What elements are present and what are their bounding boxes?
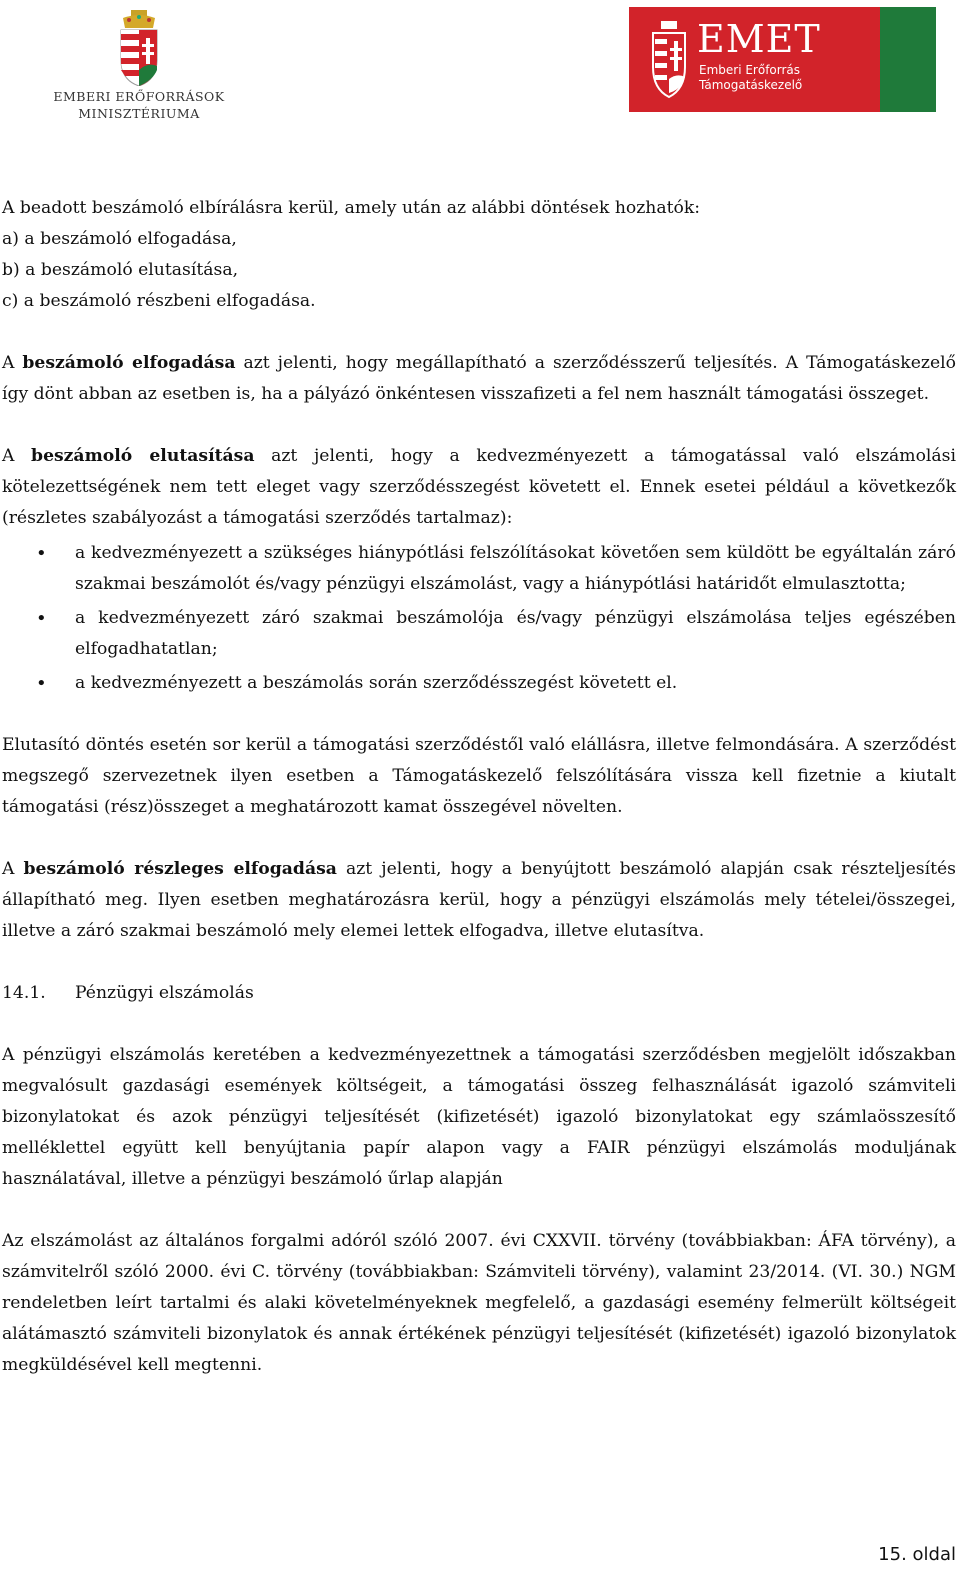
- coat-of-arms-icon: [117, 10, 161, 86]
- accept-text: azt jelenti, hogy megállapítható a szerződésszerű teljesítés. A Támogatáskezelő így dönt abban az esetben is, ha a pályázó önkéntesen visszafizeti a fel nem használt támogatási összeget.: [2, 353, 956, 404]
- partial-pre: A: [2, 859, 24, 879]
- emet-logo: [629, 7, 936, 112]
- section-heading: [2, 978, 956, 1009]
- intro-option-c: c) a beszámoló részbeni elfogadása.: [2, 291, 316, 311]
- emet-subtitle-line2: Támogatáskezelő: [699, 78, 803, 92]
- section-number: 14.1.: [2, 983, 46, 1003]
- intro-option-a: a) a beszámoló elfogadása,: [2, 229, 237, 249]
- page-header: [0, 0, 960, 140]
- document-body: [2, 193, 956, 1412]
- reject-cases-list: [2, 538, 956, 699]
- partial-paragraph: [2, 854, 956, 947]
- accept-term: beszámoló elfogadása: [22, 353, 236, 373]
- emet-crest-icon: [651, 21, 687, 99]
- page-number: 15. oldal: [878, 1544, 956, 1565]
- section-title: Pénzügyi elszámolás: [75, 983, 254, 1003]
- partial-text: azt jelenti, hogy a benyújtott beszámoló alapján csak részteljesítés állapítható meg. Ilyen esetben meghatározásra kerül, hogy a pénzügyi elszámolás mely tételei/összegei, illetve a záró szakmai beszámoló mely elemei lettek elfogadva, illetve elutasítva.: [2, 859, 956, 941]
- intro-option-b: b) a beszámoló elutasítása,: [2, 260, 239, 280]
- intro-line: A beadott beszámoló elbírálásra kerül, amely után az alábbi döntések hozhatók:: [2, 198, 701, 218]
- accept-pre: A: [2, 353, 23, 373]
- reject-consequence-paragraph: Elutasító döntés esetén sor kerül a támogatási szerződéstől való elállásra, illetve felmondására. A szerződést megszegő szervezetnek ilyen esetben a Támogatáskezelő felszólítására vissza kell fizetnie a kiutalt támogatási (rész)összeget a meghatározott kamat összegével növelten.: [2, 735, 956, 817]
- partial-term: beszámoló részleges elfogadása: [23, 859, 337, 879]
- reject-pre: A: [2, 446, 32, 466]
- accept-paragraph: [2, 348, 956, 410]
- reject-term: beszámoló elutasítása: [31, 446, 255, 466]
- reject-paragraph: [2, 441, 956, 534]
- emmi-name: [44, 88, 234, 122]
- emet-subtitle: [699, 63, 802, 93]
- emet-title: EMET: [697, 17, 821, 61]
- law-paragraph: Az elszámolást az általános forgalmi adóról szóló 2007. évi CXXVII. törvény (továbbiakban: ÁFA törvény), a számvitelről szóló 2000. évi C. törvény (továbbiakban: Számviteli törvény), valamint 23/2014. (VI. 30.) NGM rendeletben leírt tartalmi és alaki követelményeknek megfelelő, a gazdasági esemény felmerült költségeit alátámasztó számviteli bizonylatok és annak értékének pénzügyi teljesítését (kifizetését) igazoló bizonylatok megküldésével kell megtenni.: [2, 1231, 956, 1375]
- emet-subtitle-line1: Emberi Erőforrás: [699, 63, 801, 77]
- list-item: • a kedvezményezett a szükséges hiánypótlási felszólításokat követően sem küldött be egyáltalán záró szakmai beszámolót és/vagy pénzügyi elszámolást, vagy a hiánypótlási határidőt elmulasztotta;: [2, 538, 956, 600]
- emmi-name-line2: MINISZTÉRIUMA: [78, 106, 200, 121]
- reject-text: azt jelenti, hogy a kedvezményezett a támogatással való elszámolási kötelezettségének nem tett eleget vagy szerződésszegést követett el. Ennek esetei például a következők (részletes szabályozást a támogatási szerződés tartalmaz):: [2, 446, 956, 528]
- emmi-logo: [44, 10, 234, 122]
- list-item: • a kedvezményezett a beszámolás során szerződésszegést követett el.: [2, 668, 956, 699]
- financial-paragraph: A pénzügyi elszámolás keretében a kedvezményezettnek a támogatási szerződésben megjelölt időszakban megvalósult gazdasági események költségeit, a támogatási összeg felhasználását igazoló számviteli bizonylatokat és azok pénzügyi teljesítését (kifizetését) igazoló bizonylatokat egy számlaösszesítő melléklettel együtt kell benyújtania papír alapon vagy a FAIR pénzügyi elszámolás moduljának használatával, illetve a pénzügyi beszámoló űrlap alapján: [2, 1045, 956, 1189]
- emet-green-block: [880, 7, 936, 112]
- intro-paragraph: [2, 193, 956, 317]
- emmi-name-line1: EMBERI ERŐFORRÁSOK: [53, 89, 225, 104]
- list-item: • a kedvezményezett záró szakmai beszámolója és/vagy pénzügyi elszámolása teljes egészében elfogadhatatlan;: [2, 603, 956, 665]
